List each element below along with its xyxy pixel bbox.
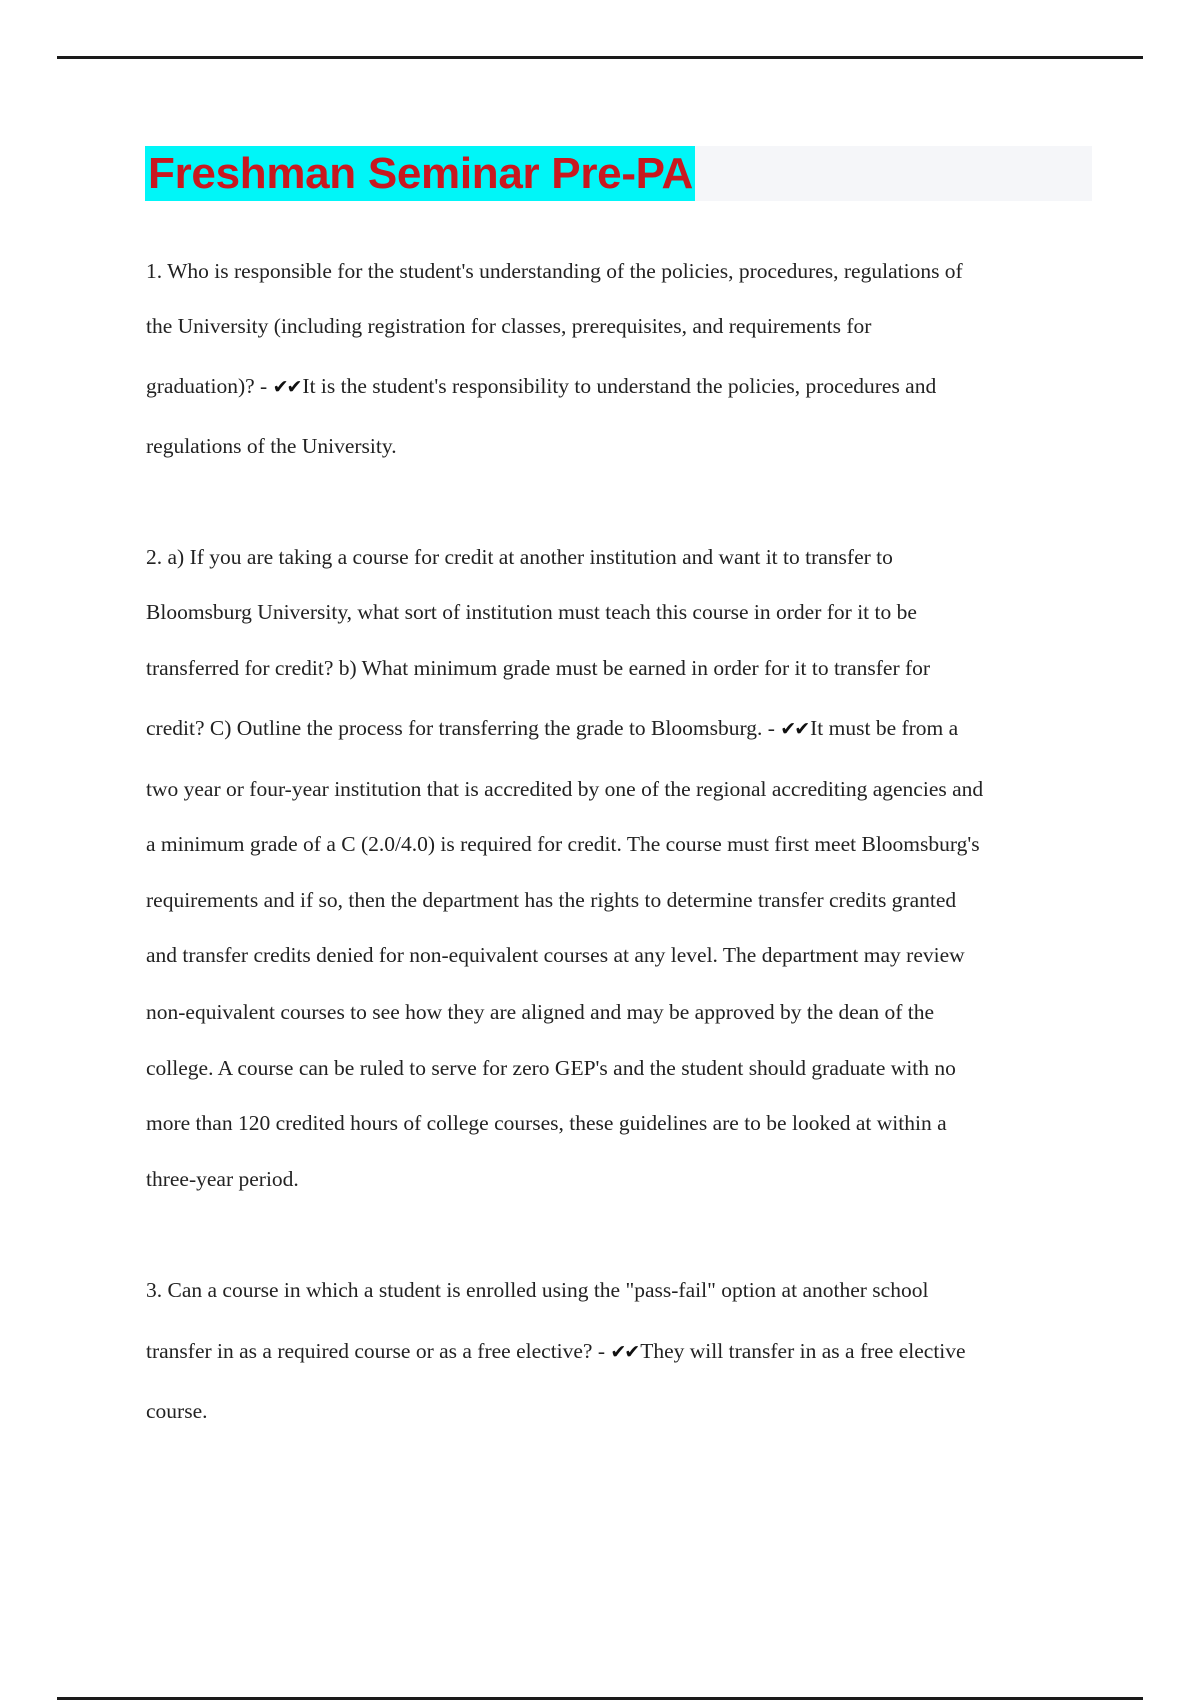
question-3-line-3: course.: [146, 1399, 208, 1423]
question-2-line-5: two year or four-year institution that is accredited by one of the regional accrediting agencies and: [146, 777, 984, 801]
question-1-line-3: [146, 373, 936, 400]
question-2-line-7: requirements and if so, then the department has the rights to determine transfer credits granted: [146, 888, 957, 912]
question-3-line-2: [146, 1338, 966, 1365]
question-1-line-1: 1. Who is responsible for the student's understanding of the policies, procedures, regulations of: [146, 259, 963, 283]
question-2-answer-start: It must be from a: [810, 716, 959, 740]
double-check-icon: ✔✔: [610, 1341, 639, 1363]
question-2-line-10: college. A course can be ruled to serve for zero GEP's and the student should graduate with no: [146, 1056, 956, 1080]
question-3-answer-start: They will transfer in as a free elective: [640, 1339, 966, 1363]
double-check-icon: ✔✔: [780, 718, 809, 740]
question-3-prompt-end: transfer in as a required course or as a free elective? -: [146, 1339, 611, 1363]
question-1-answer-start: It is the student's responsibility to understand the policies, procedures and: [302, 374, 937, 398]
double-check-icon: ✔✔: [272, 376, 301, 398]
question-3-line-1: 3. Can a course in which a student is enrolled using the "pass-fail" option at another school: [146, 1278, 929, 1302]
question-2-line-12: three-year period.: [146, 1167, 299, 1191]
question-2-line-9: non-equivalent courses to see how they are aligned and may be approved by the dean of the: [146, 1000, 935, 1024]
question-2-line-4: [146, 715, 958, 742]
question-2-line-3: transferred for credit? b) What minimum grade must be earned in order for it to transfer for: [146, 656, 931, 680]
question-2-line-2: Bloomsburg University, what sort of institution must teach this course in order for it to be: [146, 600, 917, 624]
question-2-line-8: and transfer credits denied for non-equivalent courses at any level. The department may review: [146, 943, 965, 967]
question-1-prompt-end: graduation)? -: [146, 374, 273, 398]
question-2-line-11: more than 120 credited hours of college courses, these guidelines are to be looked at within a: [146, 1111, 947, 1135]
question-2-line-1: 2. a) If you are taking a course for credit at another institution and want it to transfer to: [146, 545, 893, 569]
question-2-prompt-end: credit? C) Outline the process for transferring the grade to Bloomsburg. -: [146, 716, 781, 740]
question-1-line-4: regulations of the University.: [146, 434, 397, 458]
header-rule: [57, 56, 1143, 59]
question-1-line-2: the University (including registration for classes, prerequisites, and requirements for: [146, 314, 872, 338]
question-2-line-6: a minimum grade of a C (2.0/4.0) is required for credit. The course must first meet Bloomsburg's: [146, 832, 980, 856]
document-title: Freshman Seminar Pre-PA: [145, 146, 695, 201]
